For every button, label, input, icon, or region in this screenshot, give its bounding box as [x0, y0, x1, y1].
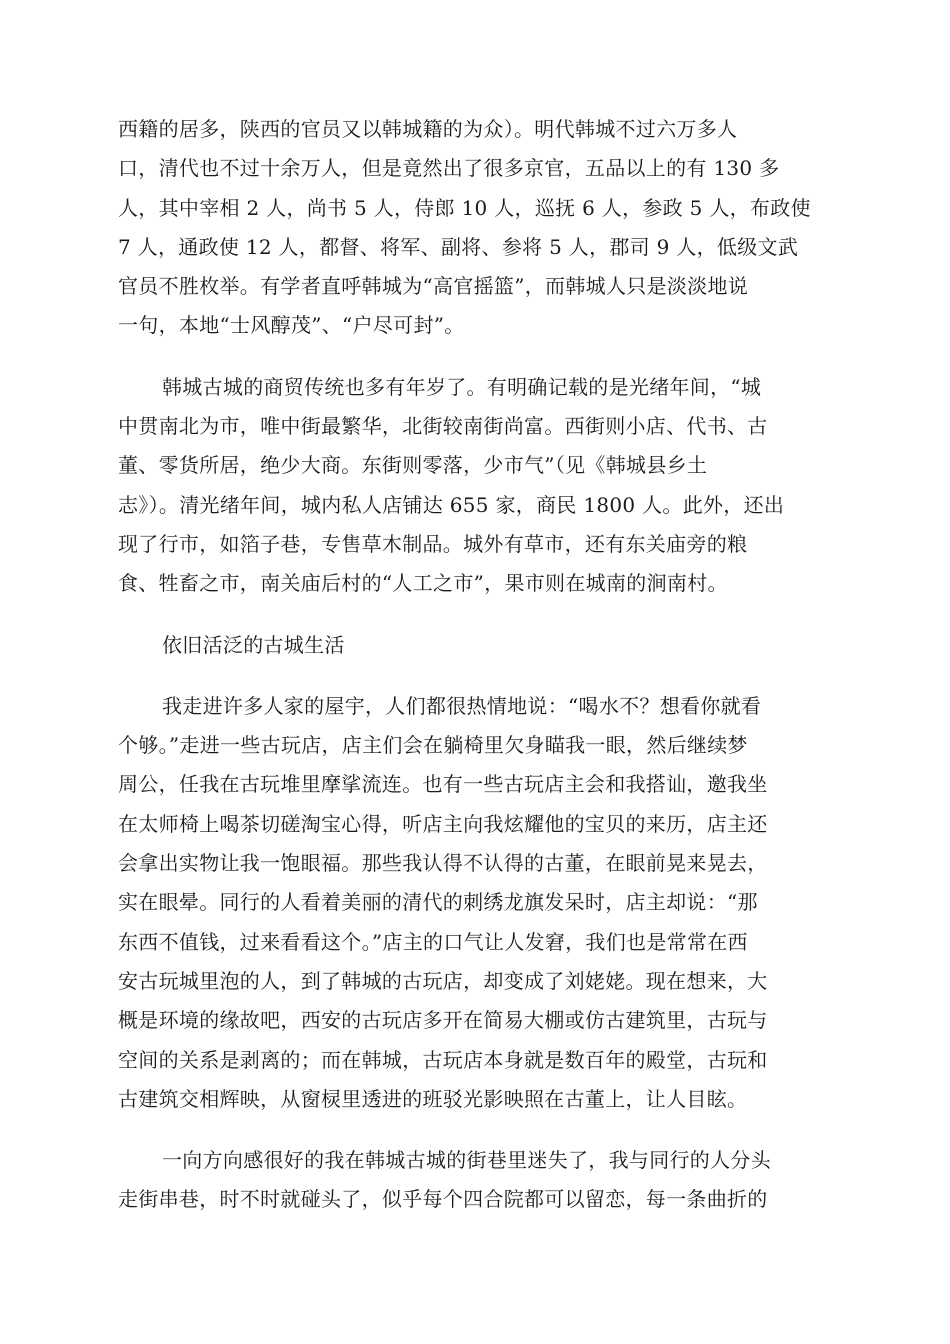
article-body	[118, 110, 832, 1220]
paragraph-4	[118, 1141, 832, 1220]
paragraph-gap	[118, 604, 832, 626]
text-line: 现了行市，如箔子巷，专售草木制品。城外有草市，还有东关庙旁的粮	[118, 531, 748, 556]
paragraph-gap	[118, 1119, 832, 1141]
text-line: 食、牲畜之市，南关庙后村的“人工之市”，果市则在城南的涧南村。	[118, 571, 728, 596]
text-line: 概是环境的缘故吧，西安的古玩店多开在简易大棚或仿古建筑里，古玩与	[118, 1008, 768, 1033]
text-line: 我走进许多人家的屋宇，人们都很热情地说：“喝水不？想看你就看	[162, 693, 762, 718]
text-line: 口，清代也不过十余万人，但是竟然出了很多京官，五品以上的有 130 多	[118, 156, 780, 181]
text-line: 7 人，通政使 12 人，都督、将军、副将、参将 5 人，郡司 9 人，低级文武	[118, 234, 799, 259]
paragraph-1	[118, 110, 832, 346]
text-line: 实在眼晕。同行的人看着美丽的清代的刺绣龙旗发呆时，店主却说：“那	[118, 890, 758, 915]
text-line: 一句，本地“士风醇茂”、“户尽可封”。	[118, 313, 465, 338]
text-line: 在太师椅上喝茶切磋淘宝心得，听店主向我炫耀他的宝贝的来历，店主还	[118, 811, 768, 836]
text-line: 空间的关系是剥离的；而在韩城，古玩店本身就是数百年的殿堂，古玩和	[118, 1047, 768, 1072]
text-line: 古建筑交相辉映，从窗棂里透进的班驳光影映照在古董上，让人目眩。	[118, 1086, 748, 1111]
paragraph-3	[118, 687, 832, 1119]
text-line: 西籍的居多，陕西的官员又以韩城籍的为众）。明代韩城不过六万多人	[118, 117, 738, 141]
text-line: 人，其中宰相 2 人，尚书 5 人，侍郎 10 人，巡抚 6 人，参政 5 人，布政使	[118, 195, 811, 220]
paragraph-gap	[118, 346, 832, 368]
text-line: 走街串巷，时不时就碰头了，似乎每个四合院都可以留恋，每一条曲折的	[118, 1187, 768, 1212]
text-line: 官员不胜枚举。有学者直呼韩城为“高官摇篮”，而韩城人只是淡淡地说	[118, 274, 749, 299]
text-line: 安古玩城里泡的人，到了韩城的古玩店，却变成了刘姥姥。现在想来，大	[118, 968, 768, 993]
text-line: 一向方向感很好的我在韩城古城的街巷里迷失了，我与同行的人分头	[162, 1148, 771, 1173]
text-line: 韩城古城的商贸传统也多有年岁了。有明确记载的是光绪年间，“城	[162, 374, 762, 399]
text-line: 中贯南北为市，唯中街最繁华，北街较南街尚富。西街则小店、代书、古	[118, 414, 768, 439]
paragraph-2	[118, 368, 832, 604]
section-heading	[118, 626, 832, 665]
section-heading-text: 依旧活泛的古城生活	[162, 632, 345, 657]
text-line: 周公，任我在古玩堆里摩挲流连。也有一些古玩店主会和我搭讪，邀我坐	[118, 772, 768, 797]
paragraph-gap	[118, 665, 832, 687]
text-line: 志》）。清光绪年间，城内私人店铺达 655 家，商民 1800 人。此外，还出	[118, 492, 785, 517]
text-line: 董、零货所居，绝少大商。东街则零落，少市气”（见《韩城县乡土	[118, 453, 708, 478]
text-line: 个够。”走进一些古玩店，店主们会在躺椅里欠身瞄我一眼，然后继续梦	[118, 733, 748, 758]
text-line: 东西不值钱，过来看看这个。”店主的口气让人发窘，我们也是常常在西	[118, 929, 748, 954]
text-line: 会拿出实物让我一饱眼福。那些我认得不认得的古董，在眼前晃来晃去，	[118, 851, 768, 876]
